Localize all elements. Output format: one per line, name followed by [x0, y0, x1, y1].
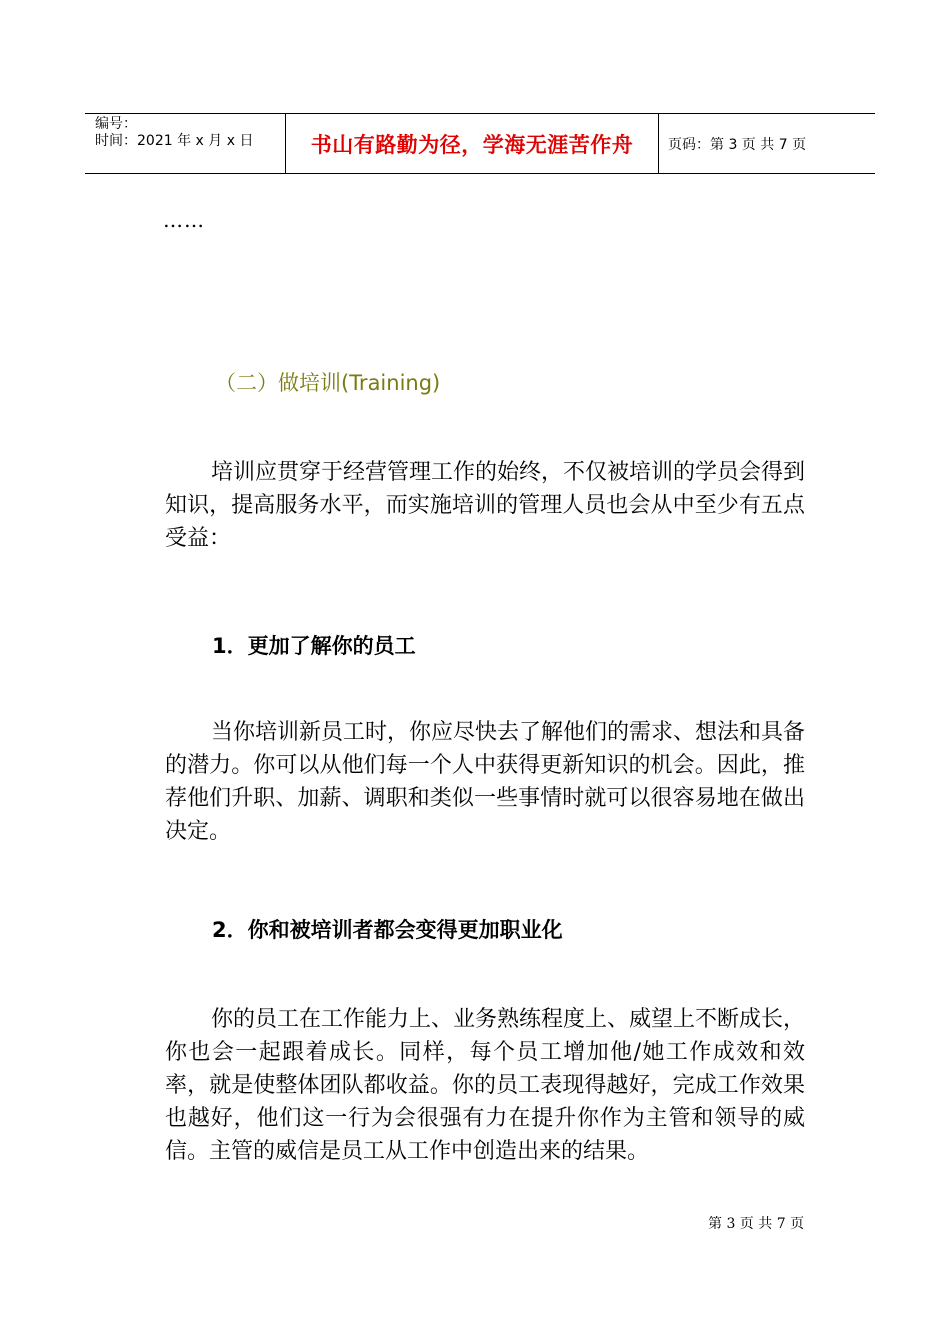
- page-header: [85, 113, 875, 174]
- ellipsis-text: ……: [163, 208, 205, 232]
- section-title: （二）做培训(Training): [215, 371, 441, 395]
- point1-paragraph: 当你培训新员工时，你应尽快去了解他们的需求、想法和具备的潜力。你可以从他们每一个人中获得更新知识的机会。因此，推荐他们升职、加薪、调职和类似一些事情时就可以很容易地在做出决定。: [165, 720, 806, 844]
- point1-heading: 1．更加了解你的员工: [212, 634, 416, 658]
- header-number-label: 编号：: [95, 116, 137, 132]
- point2-heading: 2．你和被培训者都会变得更加职业化: [212, 918, 563, 942]
- header-motto: 书山有路勤为径，学海无涯苦作舟: [310, 132, 634, 157]
- point2-paragraph: 你的员工在工作能力上、业务熟练程度上、威望上不断成长，你也会一起跟着成长。同样，每个员工增加他/她工作成效和效率，就是使整体团队都收益。你的员工表现得越好，完成工作效果也越好，他们这一行为会很强有力在提升你作为主管和领导的威信。主管的威信是员工从工作中创造出来的结果。: [165, 1007, 806, 1164]
- page-footer: 第 3 页 共 7 页: [708, 1216, 805, 1232]
- intro-paragraph: 培训应贯穿于经营管理工作的始终，不仅被培训的学员会得到知识，提高服务水平，而实施培训的管理人员也会从中至少有五点受益：: [165, 460, 806, 551]
- header-time-label: 时间：2021 年 x 月 x 日: [95, 133, 254, 149]
- header-page-code: 页码：第 3 页 共 7 页: [668, 136, 807, 153]
- header-divider: [658, 114, 659, 173]
- header-meta: [85, 114, 285, 173]
